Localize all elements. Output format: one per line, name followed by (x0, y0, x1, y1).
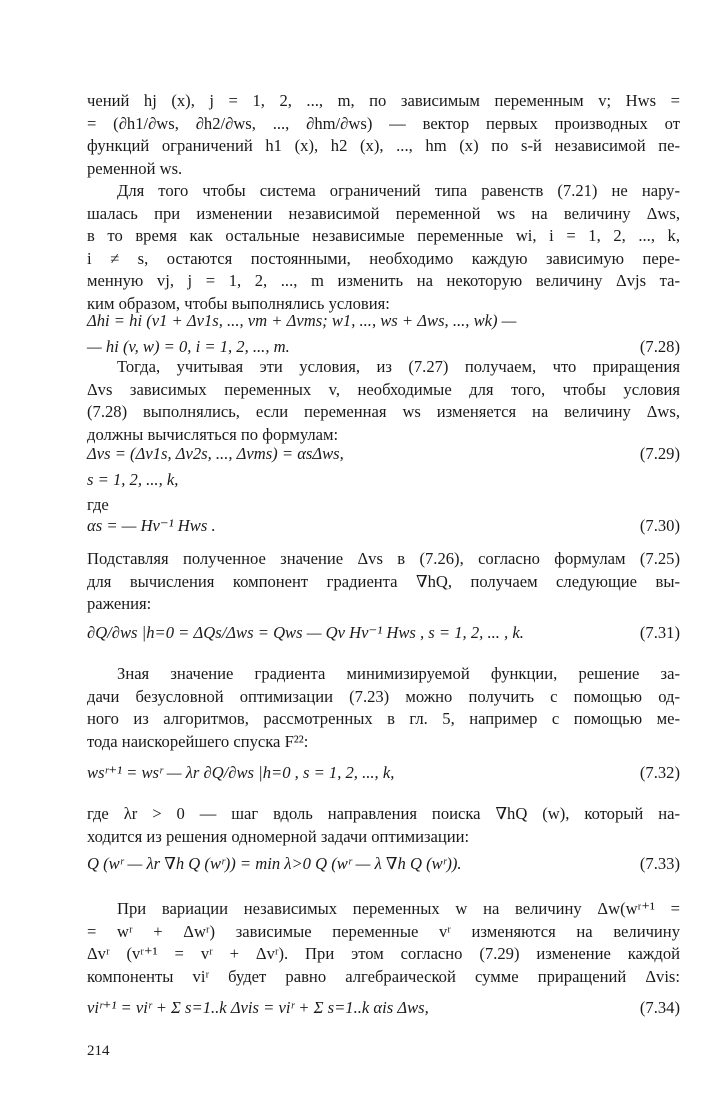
text-line: дачи безусловной оптимизации (7.23) можно получить с помощью од- (87, 686, 680, 706)
paragraph-constraints (87, 180, 680, 315)
text-line: тода наискорейшего спуска F²²: (87, 731, 309, 751)
formula: s = 1, 2, ..., k, (87, 470, 179, 489)
equation-number: (7.31) (639, 623, 680, 642)
text-line: = wʳ + Δwʳ) зависимые переменные vʳ изменяются на величину (87, 921, 680, 941)
text-line: i ≠ s, остаются постоянными, необходимо каждую зависимую пере- (87, 248, 680, 268)
text-line: При вариации независимых переменных w на величину Δw(wʳ⁺¹ = (117, 899, 680, 918)
equation-number: (7.32) (639, 763, 680, 782)
formula: Δvs = (Δv1s, Δv2s, ..., Δvms) = αsΔws, (87, 444, 344, 463)
equation-number: (7.33) (639, 854, 680, 873)
text-line: ким образом, чтобы выполнялись условия: (87, 293, 390, 313)
formula: Δhi = hi (v1 + Δv1s, ..., vm + Δvms; w1, ..., ws + Δws, ..., wk) — (87, 311, 517, 330)
formula: wsʳ⁺¹ = wsʳ — λr ∂Q/∂ws |h=0 , s = 1, 2, ..., k, (87, 763, 395, 782)
formula: viʳ⁺¹ = viʳ + Σ s=1..k Δvis = viʳ + Σ s=1..k αis Δws, (87, 998, 429, 1017)
paragraph-variation (87, 898, 680, 988)
text-line: (7.28) выполнялись, если переменная ws изменяется на величину Δws, (87, 402, 680, 421)
page-number: 214 (87, 1043, 110, 1059)
text-line: ременной ws. (87, 158, 183, 178)
text-line: функций ограничений h1 (x), h2 (x), ..., hm (x) по s-й независимой пе- (87, 136, 680, 155)
equation-7-31 (87, 620, 680, 646)
where-label: где (87, 495, 109, 514)
text-line: Δvs зависимых переменных v, необходимые для того, чтобы условия (87, 379, 680, 399)
text-line: для вычисления компонент градиента ∇hQ, получаем следующие вы- (87, 571, 680, 591)
equation-7-32 (87, 760, 680, 786)
equation-7-29-line2 (87, 467, 680, 493)
paragraph-step (87, 803, 680, 848)
formula: αs = — Hv⁻¹ Hws . (87, 516, 216, 535)
formula: Q (wʳ — λr ∇h Q (wʳ)) = min λ>0 Q (wʳ — λ ∇h Q (wʳ)). (87, 854, 462, 873)
text-line: чений hj (x), j = 1, 2, ..., m, по зависимым переменным v; Hws = (87, 91, 680, 110)
text-line: где λr > 0 — шаг вдоль направления поиска ∇hQ (w), который на- (87, 804, 680, 823)
paragraph-gradient (87, 548, 680, 616)
formula: — hi (v, w) = 0, i = 1, 2, ..., m. (87, 337, 290, 356)
text-line: Подставляя полученное значение Δvs в (7.26), согласно формулам (7.25) (87, 549, 680, 568)
paragraph-increments (87, 356, 680, 446)
text-line: шалась при изменении независимой переменной ws на величину Δws, (87, 203, 680, 223)
equation-7-33 (87, 851, 680, 877)
text-line: Δvʳ (vʳ⁺¹ = vʳ + Δvʳ). При этом согласно (7.29) изменение каждой (87, 944, 680, 963)
text-line: ражения: (87, 594, 152, 613)
paragraph-optimization (87, 663, 680, 753)
equation-number: (7.30) (639, 516, 680, 535)
equation-number: (7.34) (639, 998, 680, 1017)
text-line: компоненты viʳ будет равно алгебраической сумме приращений Δvis: (87, 966, 680, 986)
text-line: Зная значение градиента минимизируемой функции, решение за- (117, 664, 680, 683)
text-line: ного из алгоритмов, рассмотренных в гл. 5, например с помощью ме- (87, 709, 680, 728)
equation-7-29-line1 (87, 441, 680, 467)
text-line: менную vj, j = 1, 2, ..., m изменить на некоторую величину Δvjs та- (87, 271, 680, 290)
text-line: Тогда, учитывая эти условия, из (7.27) получаем, что приращения (117, 357, 680, 376)
text-line: ходится из решения одномерной задачи оптимизации: (87, 826, 470, 846)
formula: ∂Q/∂ws |h=0 = ΔQs/Δws = Qws — Qv Hv⁻¹ Hws , s = 1, 2, ... , k. (87, 623, 524, 642)
equation-7-34 (87, 995, 680, 1021)
text-line: = (∂h1/∂ws, ∂h2/∂ws, ..., ∂hm/∂ws) — вектор первых производных от (87, 113, 680, 133)
text-line: Для того чтобы система ограничений типа равенств (7.21) не нару- (117, 181, 680, 200)
equation-7-28-line1 (87, 308, 680, 334)
paragraph-continuation (87, 90, 680, 180)
equation-number: (7.28) (639, 337, 680, 356)
text-line: в то время как остальные независимые переменные wi, i = 1, 2, ..., k, (87, 226, 680, 245)
equation-number: (7.29) (639, 444, 680, 463)
text-line: должны вычисляться по формулам: (87, 424, 339, 444)
equation-7-30 (87, 513, 680, 539)
